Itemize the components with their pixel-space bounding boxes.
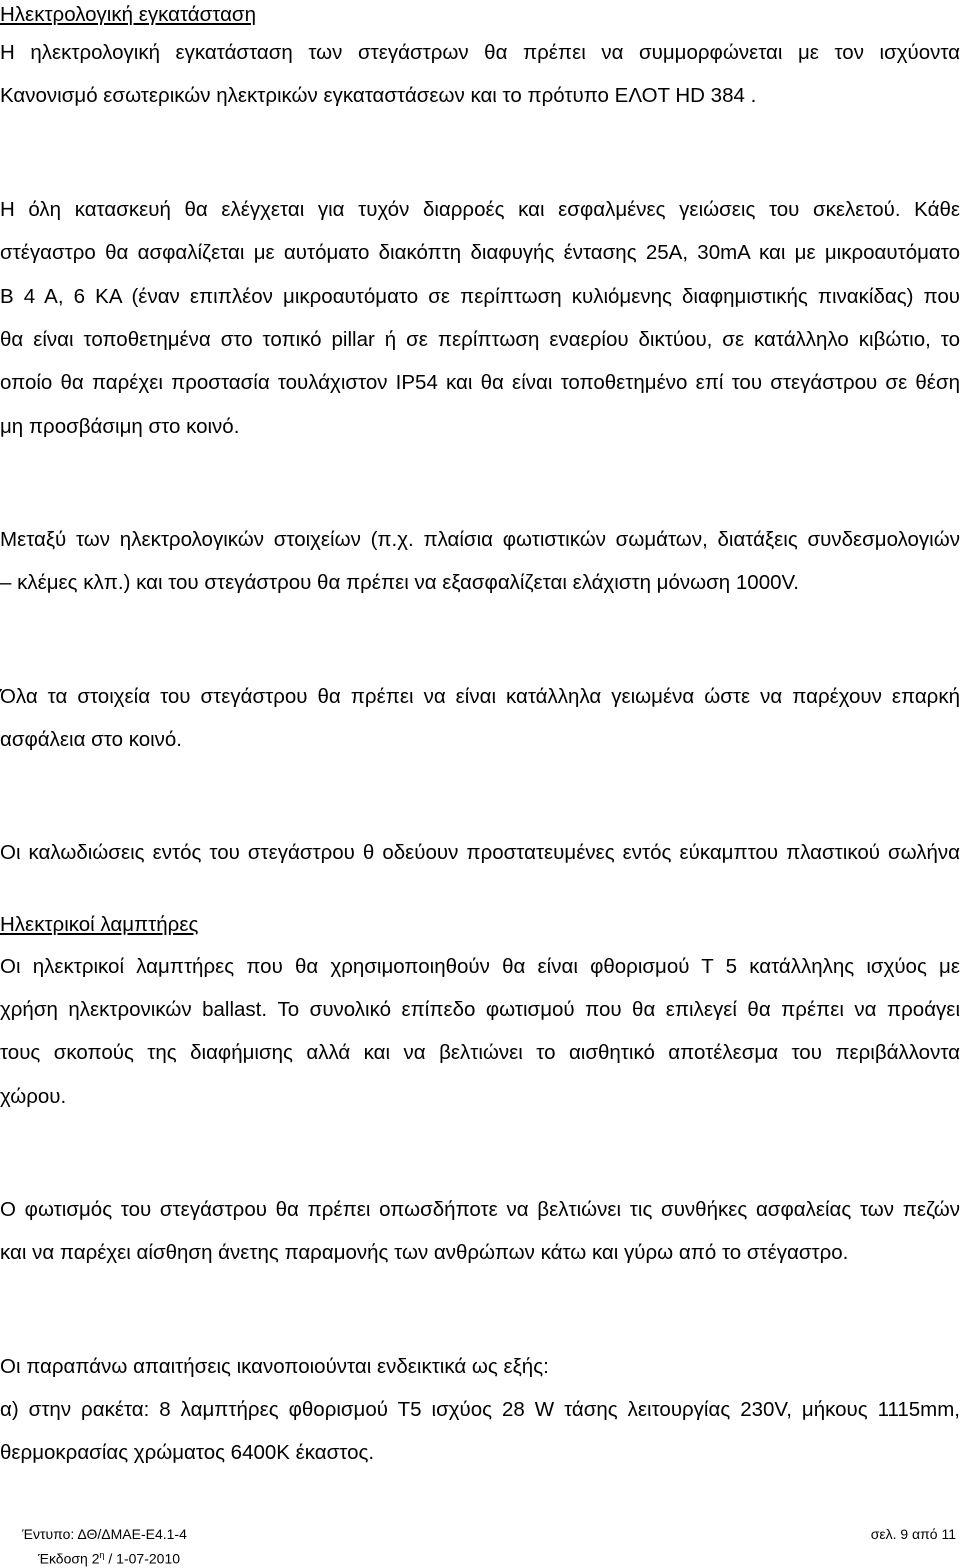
- paragraph-line: χρήση ηλεκτρονικών ballast. Το συνολικό επίπεδο φωτισμού που θα επιλεγεί θα πρέπει να προάγει: [0, 998, 960, 1021]
- paragraph-line: Μεταξύ των ηλεκτρολογικών στοιχείων (π.χ. πλαίσια φωτιστικών σωμάτων, διατάξεις συνδεσμολογιών: [0, 528, 960, 551]
- paragraph-line: Οι καλωδιώσεις εντός του στεγάστρου θ οδεύουν προστατευμένες εντός εύκαμπτου πλαστικού σωλήνα: [0, 841, 960, 864]
- paragraph-line: Ο φωτισμός του στεγάστρου θα πρέπει οπωσδήποτε να βελτιώνει τις συνθήκες ασφαλείας των πεζών: [0, 1198, 960, 1221]
- footer-form-label: Έντυπο: ΔΘ/ΔΜΑΕ-Ε4.1-4: [22, 1526, 187, 1542]
- paragraph-line: Όλα τα στοιχεία του στεγάστρου θα πρέπει να είναι κατάλληλα γειωμένα ώστε να παρέχουν επαρκή: [0, 685, 960, 708]
- footer-page-number: σελ. 9 από 11: [870, 1526, 956, 1542]
- section-heading-electrical: Ηλεκτρολογική εγκατάσταση: [0, 3, 256, 26]
- paragraph-line: θα είναι τοποθετημένα στο τοπικό pillar ή σε περίπτωση εναερίου δικτύου, σε κατάλληλο κιβώτιο, το: [0, 328, 960, 351]
- section-heading-lamps: Ηλεκτρικοί λαμπτήρες: [0, 913, 199, 936]
- paragraph-line: Η ηλεκτρολογική εγκατάσταση των στεγάστρων θα πρέπει να συμμορφώνεται με τον ισχύοντα: [0, 41, 960, 64]
- paragraph-line: α) στην ρακέτα: 8 λαμπτήρες φθορισμού Τ5 ισχύος 28 W τάσης λειτουργίας 230V, μήκους 1115mm,: [0, 1398, 960, 1421]
- paragraph-line: Οι ηλεκτρικοί λαμπτήρες που θα χρησιμοποιηθούν θα είναι φθορισμού Τ 5 κατάλληλης ισχύος με: [0, 955, 960, 978]
- paragraph-line: Κανονισμό εσωτερικών ηλεκτρικών εγκαταστάσεων και το πρότυπο ΕΛΟΤ HD 384 .: [0, 84, 757, 107]
- paragraph-line: και να παρέχει αίσθηση άνετης παραμονής των ανθρώπων κάτω και γύρω από το στέγαστρο.: [0, 1241, 849, 1264]
- footer-edition: [38, 1546, 180, 1568]
- footer-edition-suffix: / 1-07-2010: [104, 1550, 181, 1567]
- paragraph-line: Η όλη κατασκευή θα ελέγχεται για τυχόν διαρροές και εσφαλμένες γειώσεις του σκελετού. Κάθε: [0, 198, 960, 221]
- paragraph-line: θερμοκρασίας χρώματος 6400Κ έκαστος.: [0, 1441, 375, 1464]
- footer-edition-sup: η: [99, 1550, 105, 1560]
- paragraph-line: Οι παραπάνω απαιτήσεις ικανοποιούνται ενδεικτικά ως εξής:: [0, 1355, 549, 1378]
- paragraph-line: μη προσβάσιμη στο κοινό.: [0, 415, 240, 438]
- paragraph-line: οποίο θα παρέχει προστασία τουλάχιστον IP54 και θα είναι τοποθετημένο επί του στεγάστρου σε θέση: [0, 371, 960, 394]
- paragraph-line: τους σκοπούς της διαφήμισης αλλά και να βελτιώνει το αισθητικό αποτέλεσμα του περιβάλλοντα: [0, 1041, 960, 1064]
- paragraph-line: – κλέμες κλπ.) και του στεγάστρου θα πρέπει να εξασφαλίζεται ελάχιστη μόνωση 1000V.: [0, 571, 799, 594]
- paragraph-line: Β 4 Α, 6 ΚΑ (έναν επιπλέον μικροαυτόματο σε περίπτωση κυλιόμενης διαφημιστικής πινακίδας) που: [0, 285, 960, 308]
- paragraph-line: χώρου.: [0, 1085, 67, 1108]
- paragraph-line: στέγαστρο θα ασφαλίζεται με αυτόματο διακόπτη διαφυγής έντασης 25Α, 30mA και με μικροαυτόματο: [0, 241, 960, 264]
- footer-edition-prefix: Έκδοση 2: [38, 1550, 100, 1567]
- paragraph-line: ασφάλεια στο κοινό.: [0, 728, 182, 751]
